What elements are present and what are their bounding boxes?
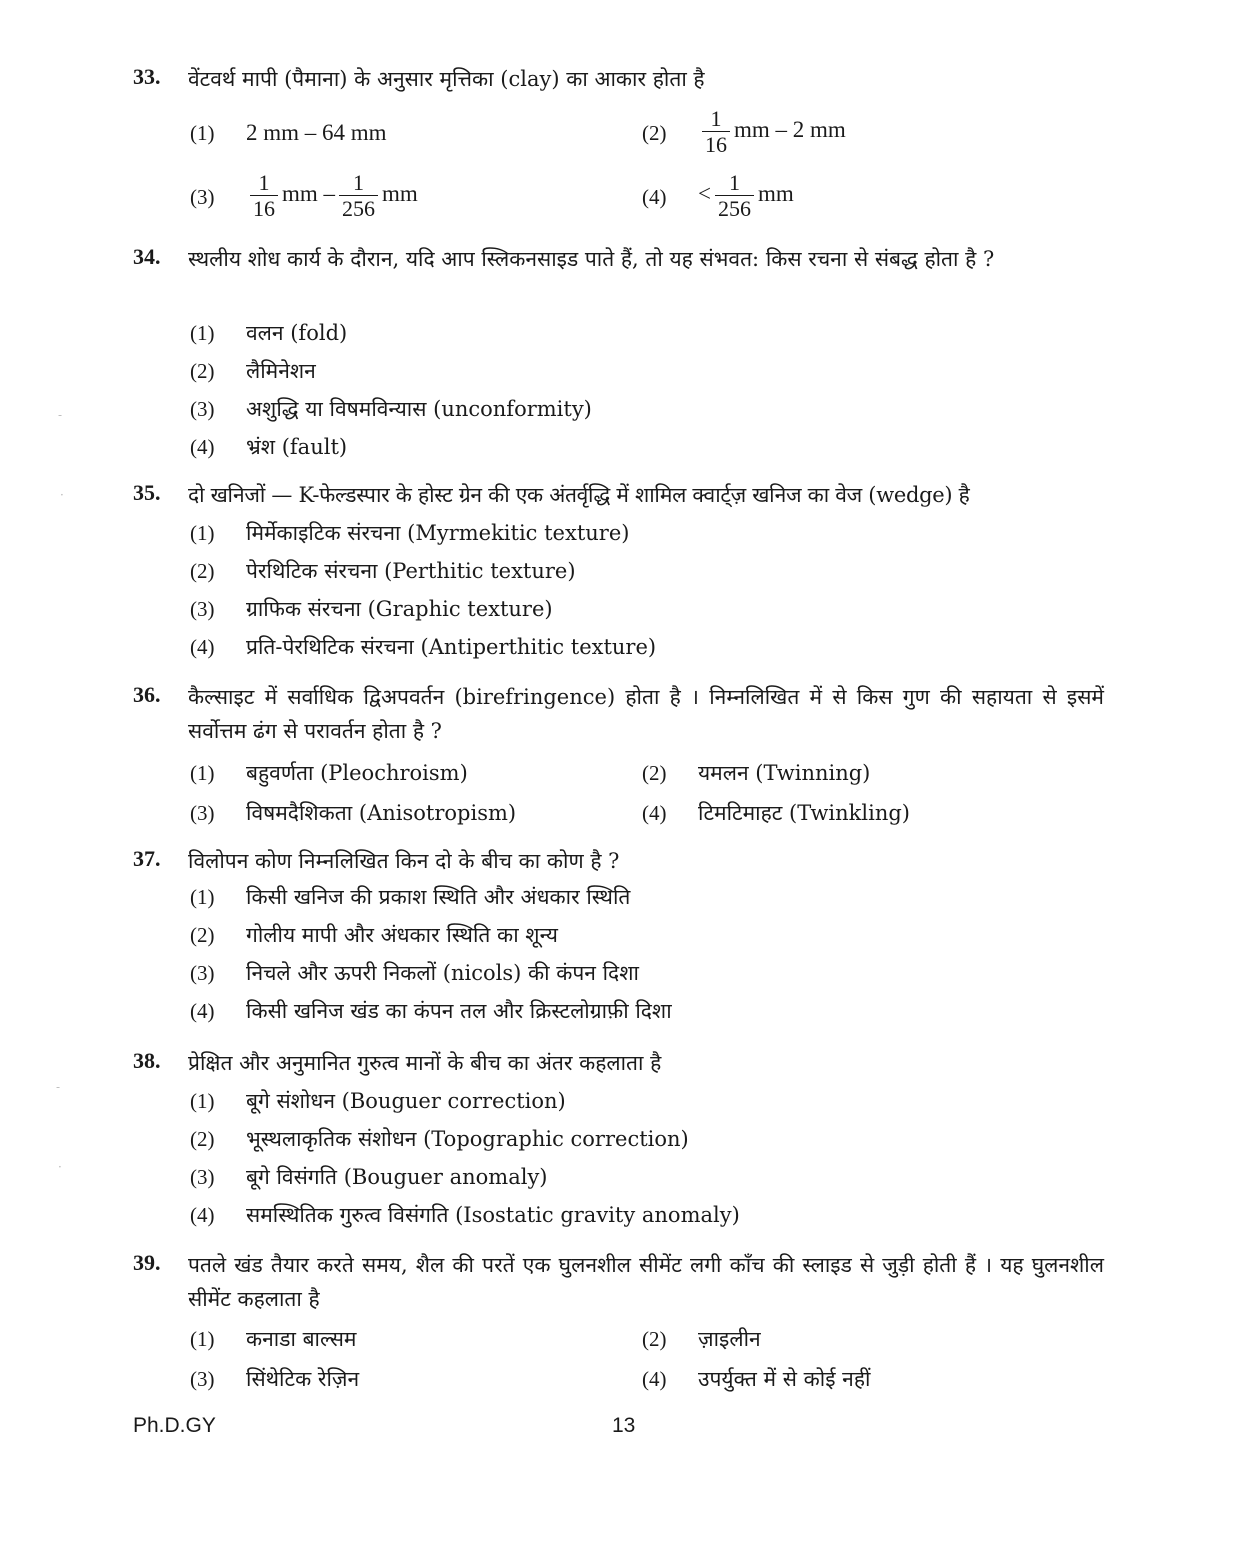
option-text: अशुद्धि या विषमविन्यास (unconformity) xyxy=(246,397,592,421)
option-text: बूगे संशोधन (Bouguer correction) xyxy=(246,1089,566,1113)
option-text: समस्थितिक गुरुत्व विसंगति (Isostatic gravity anomaly) xyxy=(246,1203,740,1227)
option-label: (1) xyxy=(190,321,215,345)
fraction: $\frac{1}{256}$ xyxy=(339,170,378,221)
option-text: 2 mm – 64 mm xyxy=(246,120,387,145)
question-number: 37. xyxy=(133,846,161,871)
option-text: विषमदैशिकता (Anisotropism) xyxy=(246,801,517,825)
question-text: स्थलीय शोध कार्य के दौरान, यदि आप स्लिकनसाइड पाते हैं, तो यह संभवत: किस रचना से संबद्ध होता है ? xyxy=(188,247,995,271)
option-label: (2) xyxy=(642,121,667,145)
option-text: मिर्मेकाइटिक संरचना (Myrmekitic texture) xyxy=(246,521,630,545)
option-label: (4) xyxy=(642,801,667,825)
question-text: कैल्साइट में सर्वाधिक द्विअपवर्तन (birefringence) होता है । निम्नलिखित में से किस गुण की सहायता से इसमें सर्वोत्तम ढंग से परावर्तन होता है ? xyxy=(188,685,1104,743)
option-label: (4) xyxy=(190,435,215,459)
option-label: (4) xyxy=(190,635,215,659)
scan-speck: · xyxy=(60,488,64,502)
question-number: 33. xyxy=(133,64,161,89)
option-text: वलन (fold) xyxy=(246,321,348,345)
option-label: (4) xyxy=(642,1367,667,1391)
option-label: (2) xyxy=(190,1127,215,1151)
option-label: (2) xyxy=(190,923,215,947)
page-number: 13 xyxy=(612,1414,636,1437)
option-label: (4) xyxy=(190,1203,215,1227)
scan-speck: - xyxy=(56,1080,61,1094)
option-text: लैमिनेशन xyxy=(246,359,316,383)
option-label: (1) xyxy=(190,1327,215,1351)
question-number: 38. xyxy=(133,1048,161,1073)
option-label: (1) xyxy=(190,761,215,785)
option-text: बहुवर्णता (Pleochroism) xyxy=(246,761,468,785)
option-text: किसी खनिज खंड का कंपन तल और क्रिस्टलोग्राफ़ी दिशा xyxy=(246,999,672,1023)
option-label: (3) xyxy=(190,961,215,985)
question-number: 36. xyxy=(133,682,161,707)
option-label: (1) xyxy=(190,885,215,909)
option-label: (2) xyxy=(642,1327,667,1351)
option-label: (4) xyxy=(190,999,215,1023)
question-text: वेंटवर्थ मापी (पैमाना) के अनुसार मृत्तिका (clay) का आकार होता है xyxy=(188,67,705,91)
option-text: $\frac{1}{16}$ mm – 2 mm xyxy=(698,106,846,157)
question-text: दो खनिजों — K-फेल्डस्पार के होस्ट ग्रेन की एक अंतर्वृद्धि में शामिल क्वार्ट्ज़ खनिज का वेज (wedge) है xyxy=(188,483,970,507)
option-text: उपर्युक्त में से कोई नहीं xyxy=(698,1367,871,1391)
fraction: $\frac{1}{16}$ xyxy=(702,106,730,157)
option-text: यमलन (Twinning) xyxy=(698,761,871,785)
option-text: $\frac{1}{16}$ mm – $\frac{1}{256}$ mm xyxy=(246,170,418,221)
option-text: गोलीय मापी और अंधकार स्थिति का शून्य xyxy=(246,923,558,947)
option-label: (2) xyxy=(190,359,215,383)
question-text: विलोपन कोण निम्नलिखित किन दो के बीच का कोण है ? xyxy=(188,849,620,873)
option-label: (3) xyxy=(190,597,215,621)
option-text: किसी खनिज की प्रकाश स्थिति और अंधकार स्थिति xyxy=(246,885,631,909)
option-label: (2) xyxy=(190,559,215,583)
option-text: ग्राफिक संरचना (Graphic texture) xyxy=(246,597,553,621)
option-label: (3) xyxy=(190,397,215,421)
option-text: भ्रंश (fault) xyxy=(246,435,348,459)
option-label: (3) xyxy=(190,1165,215,1189)
scan-speck: · xyxy=(58,1160,62,1174)
option-text: भूस्थलाकृतिक संशोधन (Topographic correction) xyxy=(246,1127,689,1151)
option-label: (3) xyxy=(190,185,215,209)
question-number: 35. xyxy=(133,480,161,505)
option-text: बूगे विसंगति (Bouguer anomaly) xyxy=(246,1165,548,1189)
fraction: $\frac{1}{16}$ xyxy=(250,170,278,221)
option-label: (2) xyxy=(642,761,667,785)
option-label: (1) xyxy=(190,1089,215,1113)
option-text: निचले और ऊपरी निकलों (nicols) की कंपन दिशा xyxy=(246,961,639,985)
option-text: टिमटिमाहट (Twinkling) xyxy=(698,801,910,825)
scan-speck: - xyxy=(58,408,63,422)
option-label: (1) xyxy=(190,121,215,145)
question-number: 34. xyxy=(133,244,161,269)
option-text: ज़ाइलीन xyxy=(698,1327,761,1351)
option-label: (1) xyxy=(190,521,215,545)
question-text: प्रेक्षित और अनुमानित गुरुत्व मानों के बीच का अंतर कहलाता है xyxy=(188,1051,662,1075)
option-text: < $\frac{1}{256}$ mm xyxy=(698,170,794,221)
option-text: प्रति-पेरथिटिक संरचना (Antiperthitic texture) xyxy=(246,635,657,659)
option-label: (4) xyxy=(642,185,667,209)
option-text: पेरथिटिक संरचना (Perthitic texture) xyxy=(246,559,576,583)
paper-code: Ph.D.GY xyxy=(133,1414,216,1437)
option-label: (3) xyxy=(190,1367,215,1391)
option-text: कनाडा बाल्सम xyxy=(246,1327,357,1351)
question-text: पतले खंड तैयार करते समय, शैल की परतें एक घुलनशील सीमेंट लगी काँच की स्लाइड से जुड़ी होती हैं । यह घुलनशील सीमेंट कहलाता है xyxy=(188,1253,1104,1311)
fraction: $\frac{1}{256}$ xyxy=(715,170,754,221)
question-number: 39. xyxy=(133,1250,161,1275)
option-text: सिंथेटिक रेज़िन xyxy=(246,1367,360,1391)
option-label: (3) xyxy=(190,801,215,825)
